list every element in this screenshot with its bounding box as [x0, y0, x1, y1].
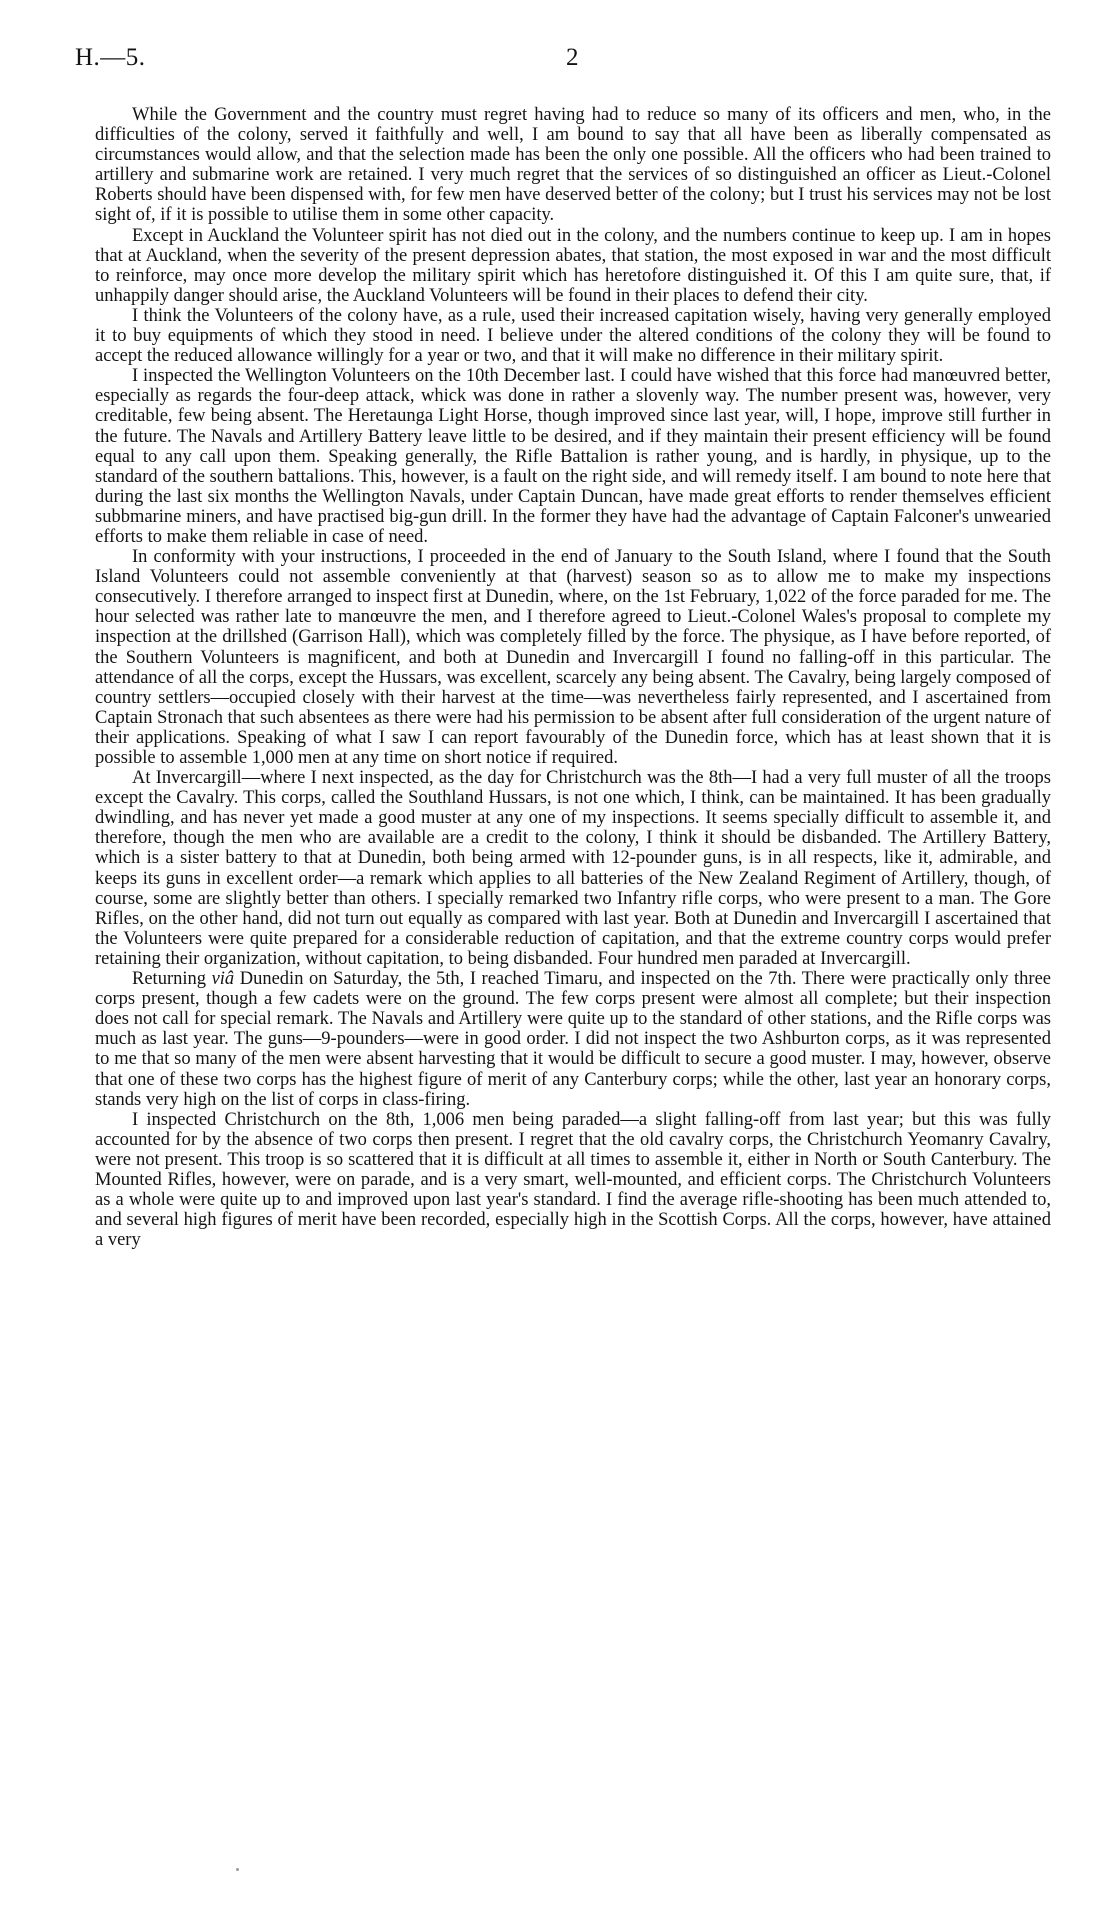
document-reference: H.—5. [75, 44, 146, 71]
page-number: 2 [566, 44, 579, 71]
report-body [95, 105, 1051, 1250]
print-speck [236, 1868, 239, 1871]
paragraph-invercargill: At Invercargill—where I next inspected, as the day for Christchurch was the 8th—I had a very full muster of all the troops except the Cavalry. This corps, called the Southland Hussars, is not one which, I think, can be maintained. It has been gradually dwindling, and has never yet made a good muster at any one of my inspections. It seems specially difficult to assemble it, and therefore, though the men who are available are a credit to the colony, I think it should be disbanded. The Artillery Battery, which is a sister battery to that at Dunedin, both being armed with 12-pounder guns, is in all respects, like it, admirable, and keeps its guns in excellent order—a remark which applies to all batteries of the New Zealand Regiment of Artillery, though, of course, some are slightly better than others. I specially remarked two Infantry rifle corps, who were present to a man. The Gore Rifles, on the other hand, did not turn out equally as compared with last year. Both at Dunedin and Invercargill I ascertained that the Volunteers were quite prepared for a considerable reduction of capitation, and that the extreme country corps would prefer retaining their organization, without capitation, to being disbanded. Four hundred men paraded at Invercargill. [95, 768, 1051, 969]
paragraph-timaru [95, 969, 1051, 1110]
paragraph-timaru-lead: Returning [132, 969, 212, 990]
paragraph-timaru-italic: viâ [211, 969, 235, 990]
paragraph-timaru-rest: Dunedin on Saturday, the 5th, I reached Timaru, and inspected on the 7th. There were practically only three corps present, though a few cadets were on the ground. The few corps present were almost all complete; but their inspection does not call for special remark. The Navals and Artillery were quite up to the standard of other stations, and the Rifle corps was much as last year. The guns—9-pounders—were in good order. I did not inspect the two Ashburton corps, as it was represented to me that so many of the men were absent harvesting that it would be difficult to secure a good muster. I may, however, observe that one of these two corps has the highest figure of merit of any Canterbury corps; while the other, last year an honorary corps, stands very high on the list of corps in class-firing. [95, 969, 1051, 1110]
paragraph-retrenchment: While the Government and the country must regret having had to reduce so many of its officers and men, who, in the difficulties of the colony, served it faithfully and well, I am bound to say that all have been as liberally compensated as circumstances would allow, and that the selection made has been the only one possible. All the officers who had been trained to artillery and submarine work are retained. I very much regret that the services of so distinguished an officer as Lieut.-Colonel Roberts should have been dispensed with, for few men have deserved better of the colony; but I trust his services may not be lost sight of, if it is possible to utilise them in some other capacity. [95, 105, 1051, 226]
paragraph-capitation: I think the Volunteers of the colony have, as a rule, used their increased capitation wisely, having very generally employed it to buy equipments of which they stood in need. I believe under the altered conditions of the colony they will be found to accept the reduced allowance willingly for a year or two, and that it will make no difference in their military spirit. [95, 305, 1051, 367]
paragraph-christchurch: I inspected Christchurch on the 8th, 1,006 men being paraded—a slight falling-off from last year; but this was fully accounted for by the absence of two corps then present. I regret that the old cavalry corps, the Christchurch Yeomanry Cavalry, were not present. This troop is so scattered that it is difficult at all times to assemble it, either in North or South Canterbury. The Mounted Rifles, however, were on parade, and is a very smart, well-mounted, and efficient corps. The Christchurch Volunteers as a whole were quite up to and improved upon last year's standard. I find the average rifle-shooting has been much attended to, and several high figures of merit have been recorded, especially high in the Scottish Corps. All the corps, however, have attained a very [95, 1109, 1051, 1251]
paragraph-auckland: Except in Auckland the Volunteer spirit has not died out in the colony, and the numbers continue to keep up. I am in hopes that at Auckland, when the severity of the present depression abates, that station, the most exposed in war and the most difficult to reinforce, may once more develop the military spirit which has heretofore distinguished it. Of this I am quite sure, that, if unhappily danger should arise, the Auckland Volunteers will be found in their places to defend their city. [95, 225, 1051, 306]
paragraph-dunedin: In conformity with your instructions, I proceeded in the end of January to the South Island, where I found that the South Island Volunteers could not assemble conveniently at that (harvest) season so as to allow me to make my inspections consecutively. I therefore arranged to inspect first at Dunedin, where, on the 1st February, 1,022 of the force paraded for me. The hour selected was rather late to manœuvre the men, and I therefore agreed to Lieut.-Colonel Wales's proposal to complete my inspection at the drillshed (Garrison Hall), which was completely filled by the force. The physique, as I have before reported, of the Southern Volunteers is magnificent, and both at Dunedin and Invercargill I found no falling-off in this particular. The attendance of all the corps, except the Hussars, was excellent, scarcely any being absent. The Cavalry, being largely composed of country settlers—occupied closely with their harvest at the time—was nevertheless fairly represented, and I ascertained from Captain Stronach that such absentees as there were had his permission to be absent after full consideration of the urgent nature of their applications. Speaking of what I saw I can report favourably of the Dunedin force, which has at least shown that it is possible to assemble 1,000 men at any time on short notice if required. [95, 547, 1051, 768]
paragraph-wellington: I inspected the Wellington Volunteers on the 10th December last. I could have wished that this force had manœuvred better, especially as regards the four-deep attack, whick was done in rather a slovenly way. The number present was, however, very creditable, few being absent. The Heretaunga Light Horse, though improved since last year, will, I hope, improve still further in the future. The Navals and Artillery Battery leave little to be desired, and if they maintain their present efficiency will be found equal to any call upon them. Speaking generally, the Rifle Battalion is rather young, and is hardly, in physique, up to the standard of the southern battalions. This, however, is a fault on the right side, and will remedy itself. I am bound to note here that during the last six months the Wellington Navals, under Captain Duncan, have made great efforts to render themselves efficient subbmarine miners, and have practised big-gun drill. In the former they have had the advantage of Captain Falconer's unwearied efforts to make them reliable in case of need. [95, 366, 1051, 547]
